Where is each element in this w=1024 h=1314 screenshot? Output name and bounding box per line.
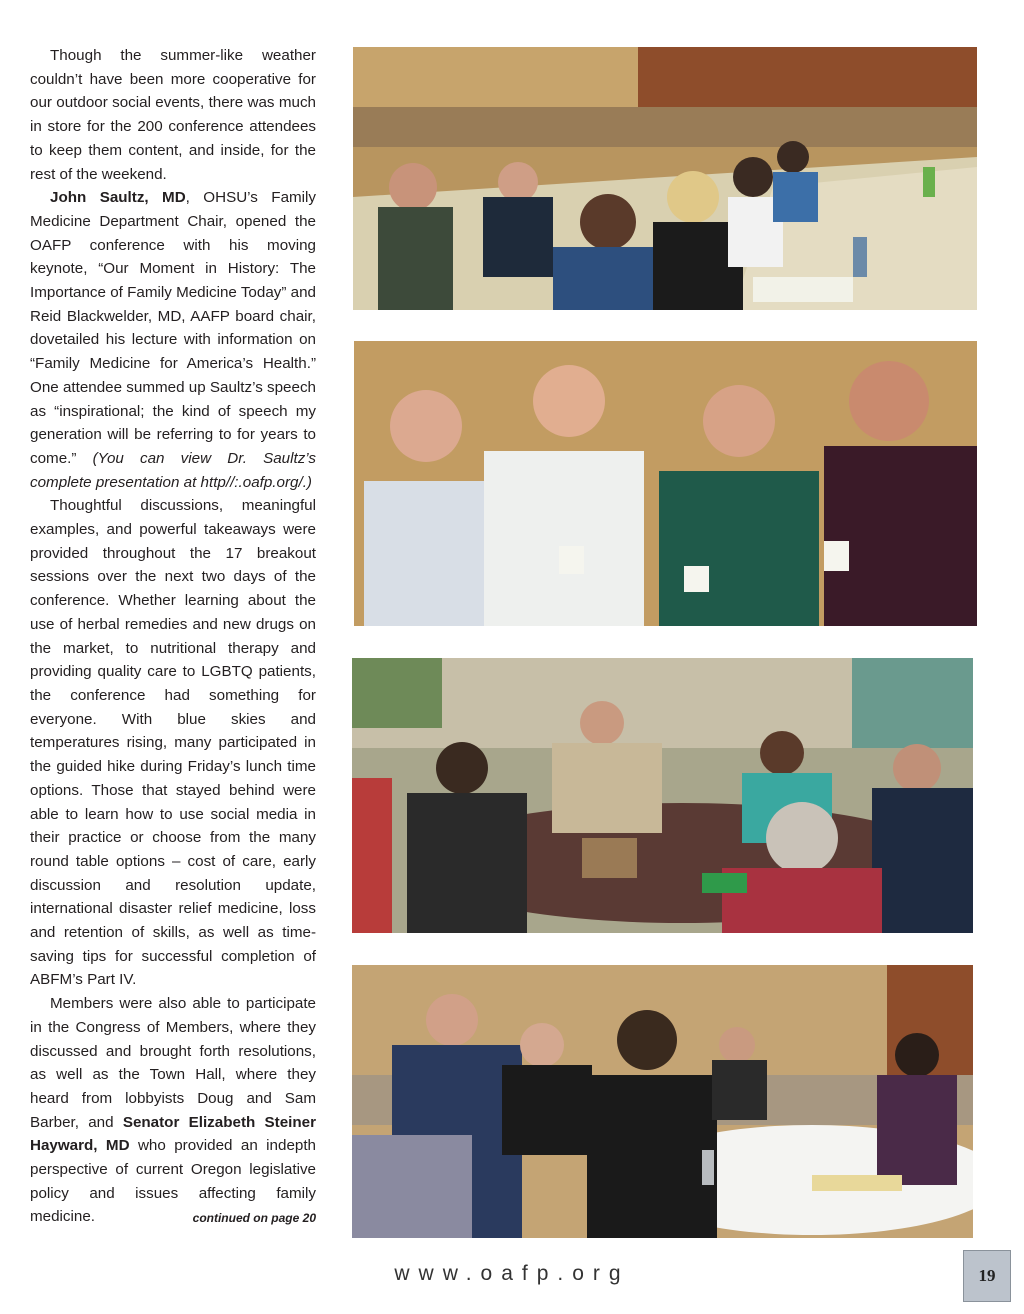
- speaker-name: John Saultz, MD: [50, 189, 186, 207]
- paragraph-4: [30, 992, 316, 1229]
- photo-lecture-audience: [353, 47, 977, 310]
- continued-note: continued on page 20: [192, 1211, 316, 1225]
- paragraph-4-text-a: Members were also able to participate in the Congress of Members, where they discussed and brought forth resolutions, as well as the Town Hall, where they heard from lobbyists Doug and Sam Barber, and: [30, 995, 316, 1131]
- photo-conference-tables: [352, 965, 973, 1238]
- article-column: [30, 44, 316, 1229]
- page-number: 19: [963, 1250, 1011, 1302]
- paragraph-1: Though the summer-like weather couldn’t have been more cooperative for our outdoor social events, there was much in store for the 200 conference attendees to keep them content, and inside, for the rest of the weekend.: [30, 47, 316, 183]
- photo-round-table-discussion: [352, 658, 973, 933]
- paragraph-2: [30, 186, 316, 494]
- website-url: www.oafp.org: [394, 1262, 630, 1285]
- paragraph-4-text-b: who provided an indepth perspective of current Oregon legislative policy and issues affecting family medicine.: [30, 1137, 317, 1226]
- paragraph-3: Thoughtful discussions, meaningful examples, and powerful takeaways were provided throughout the 17 breakout sessions over the next two days of the conference. Whether learning about the use of herbal remedies and new drugs on the market, to nutritional therapy and providing quality care to LGBTQ patients, the conference had something for everyone. With blue skies and temperatures rising, many participated in the guided hike during Friday’s lunch time options. Those that stayed behind were able to learn how to use social media in their practice or choose from the many round table options – cost of care, early discussion and resolution update, international disaster relief medicine, loss and retention of skills, as well as time-saving tips for successful completion of ABFM’s Part IV.: [30, 497, 316, 989]
- presentation-link-note: (You can view Dr. Saultz’s complete presentation at http//:.oafp.org/.): [30, 449, 316, 491]
- paragraph-2-text: , OHSU’s Family Medicine Department Chair, opened the OAFP conference with his moving keynote, “Our Moment in History: The Importance of Family Medicine Today” and Reid Blackwelder, MD, AAFP board chair, dovetailed his lecture with information on “Family Medicine for America’s Health.” One attendee summed up Saultz’s speech as “inspirational; the kind of speech my generation will be referring to for years to come.”: [30, 189, 317, 467]
- senator-name: Senator Elizabeth Steiner Hayward, MD: [30, 1113, 317, 1155]
- photo-group-portrait: [354, 341, 977, 626]
